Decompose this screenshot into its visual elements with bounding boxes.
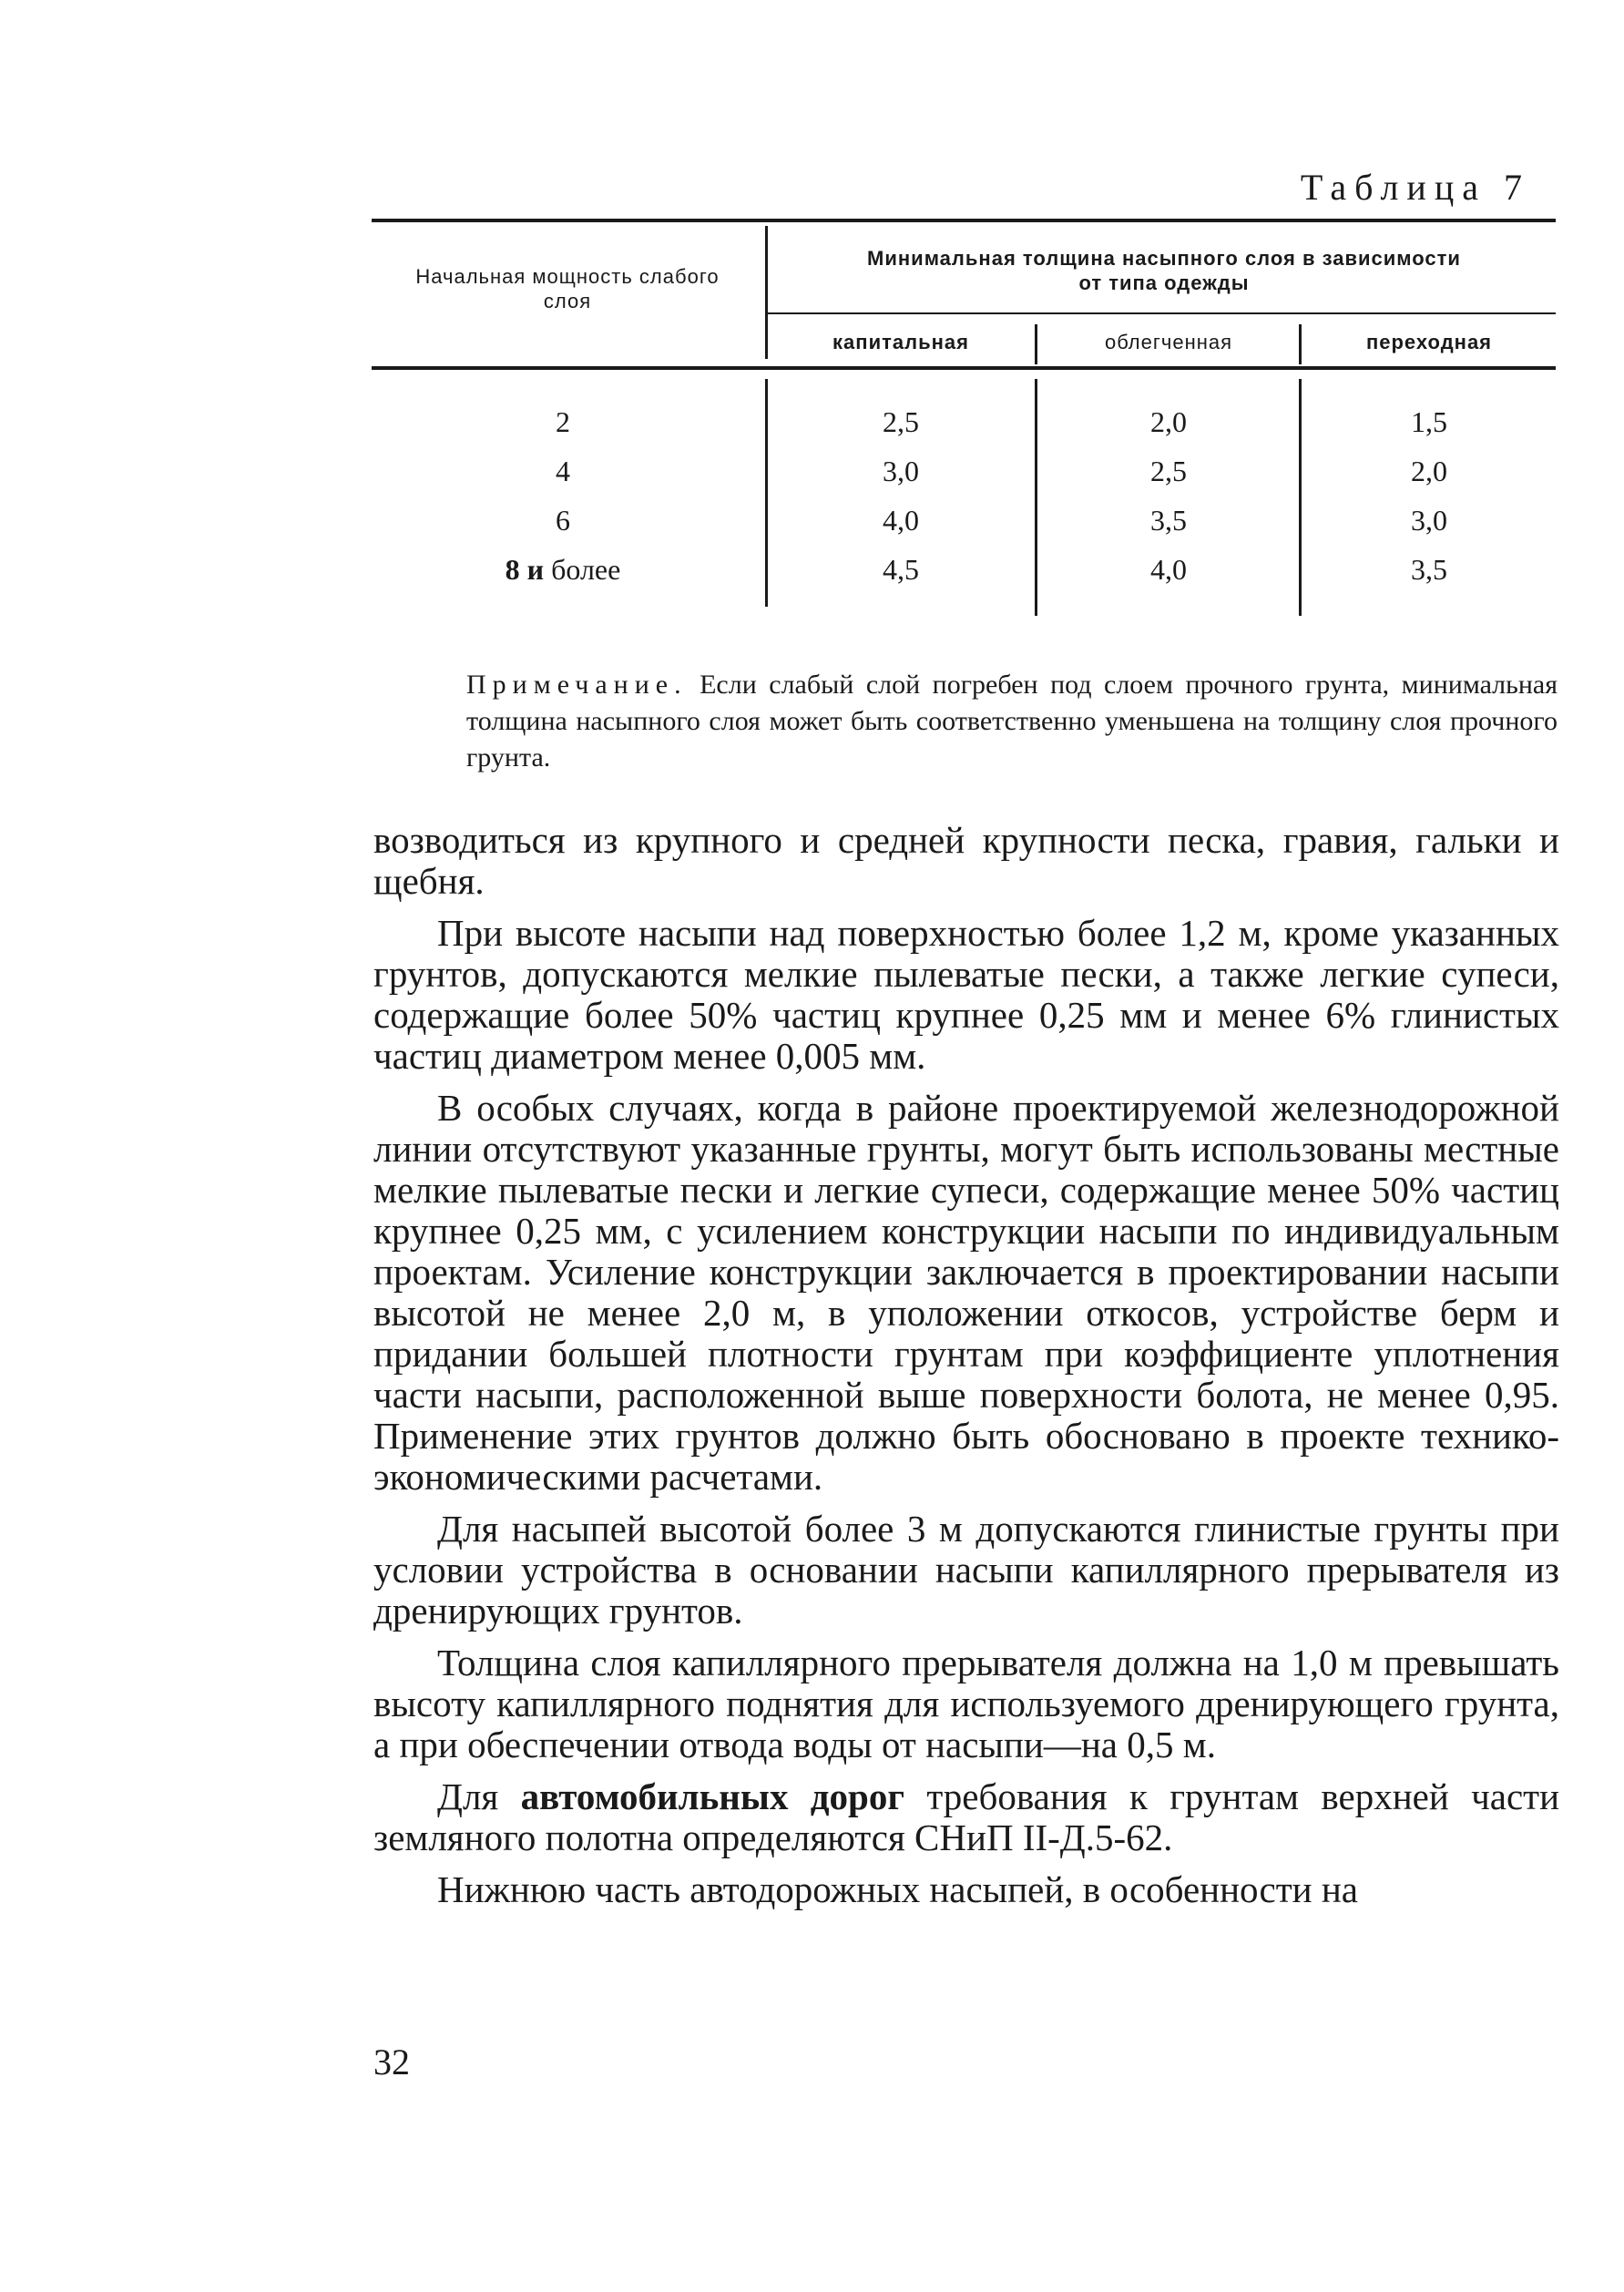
row-4-transitional: 3,5: [1411, 553, 1447, 586]
row-1-lightweight: 2,0: [1150, 405, 1187, 438]
col-divider-1-header: [765, 226, 768, 359]
row-1-capital: 2,5: [883, 405, 919, 438]
row-3-capital: 4,0: [883, 504, 919, 537]
col-divider-3-header: [1299, 324, 1302, 364]
row-2-transitional: 2,0: [1411, 455, 1447, 487]
table-top-rule: [372, 219, 1556, 222]
table-caption: Таблица 7: [1300, 167, 1530, 208]
paragraph-4: Для насыпей высотой более 3 м допускаются глинистые грунты при условии устройства в основании насыпи капиллярного прерывателя из дренирующих грунтов.: [373, 1508, 1559, 1632]
note-text: Если слабый слой погребен под слоем прочного грунта, минимальная толщина насыпного слоя может быть соответственно уменьшена на толщину слоя прочного грунта.: [466, 670, 1558, 773]
page-number: 32: [373, 2041, 410, 2082]
note-label: Примечание.: [466, 670, 688, 700]
row-3-thickness: 6: [556, 504, 570, 537]
header-min-thickness-group: Минимальная толщина насыпного слоя в зависимости от типа одежды: [867, 247, 1461, 294]
col-divider-2-body: [1035, 379, 1037, 616]
col-divider-3-body: [1299, 379, 1302, 616]
row-2-lightweight: 2,5: [1150, 455, 1187, 487]
header-initial-thickness: Начальная мощность слабого слоя: [415, 265, 720, 312]
table-note: [466, 667, 1558, 776]
header-bottom-rule: [372, 366, 1556, 370]
row-4-capital: 4,5: [883, 553, 919, 586]
paragraph-1: возводиться из крупного и средней крупности песка, гравия, гальки и щебня.: [373, 819, 1559, 902]
row-3-lightweight: 3,5: [1150, 504, 1187, 537]
row-4-lightweight: 4,0: [1150, 553, 1187, 586]
col-divider-2-header: [1035, 324, 1037, 364]
row-3-transitional: 3,0: [1411, 504, 1447, 537]
body-text: [373, 820, 1559, 1921]
paragraph-6: Для автомобильных дорог требования к грунтам верхней части земляного полотна определяются СНиП II-Д.5-62.: [373, 1775, 1560, 1858]
paragraph-2: При высоте насыпи над поверхностью более 1,2 м, кроме указанных грунтов, допускаются мелкие пылеватые пески, а также легкие супеси, содержащие более 50% частиц крупнее 0,25 мм и менее 6% глинистых частиц диаметром менее 0,005 мм.: [373, 912, 1559, 1077]
row-2-capital: 3,0: [883, 455, 919, 487]
row-4-thickness: 8 и более: [505, 553, 621, 586]
header-capital: капитальная: [832, 331, 969, 353]
row-1-transitional: 1,5: [1411, 405, 1447, 438]
header-lightweight: облегченная: [1104, 331, 1233, 353]
col-divider-1-body: [765, 379, 768, 607]
highlight-automobile-roads: автомобильных дорог: [520, 1775, 904, 1817]
data-table: [372, 219, 1556, 619]
group-header-rule: [765, 312, 1556, 314]
row-1-thickness: 2: [556, 405, 570, 438]
paragraph-3: В особых случаях, когда в районе проектируемой железнодорожной линии отсутствуют указанные грунты, могут быть использованы местные мелкие пылеватые пески и легкие супеси, содержащие менее 50% частиц крупнее 0,25 мм, с усилением конструкции насыпи по индивидуальным проектам. Усиление конструкции заключается в проектировании насыпи высотой не менее 2,0 м, в уположении откосов, устройстве берм и придании большей плотности грунтам при коэффициенте уплотнения части насыпи, расположенной выше поверхности болота, не менее 0,95. Применение этих грунтов должно быть обосновано в проекте технико-экономическими расчетами.: [373, 1087, 1559, 1498]
paragraph-7: Нижнюю часть автодорожных насыпей, в особенности на: [437, 1868, 1359, 1910]
header-transitional: переходная: [1365, 331, 1493, 353]
paragraph-5: Толщина слоя капиллярного прерывателя должна на 1,0 м превышать высоту капиллярного поднятия для используемого дренирующего грунта, а при обеспечении отвода воды от насыпи—на 0,5 м.: [373, 1642, 1559, 1765]
row-2-thickness: 4: [556, 455, 570, 487]
